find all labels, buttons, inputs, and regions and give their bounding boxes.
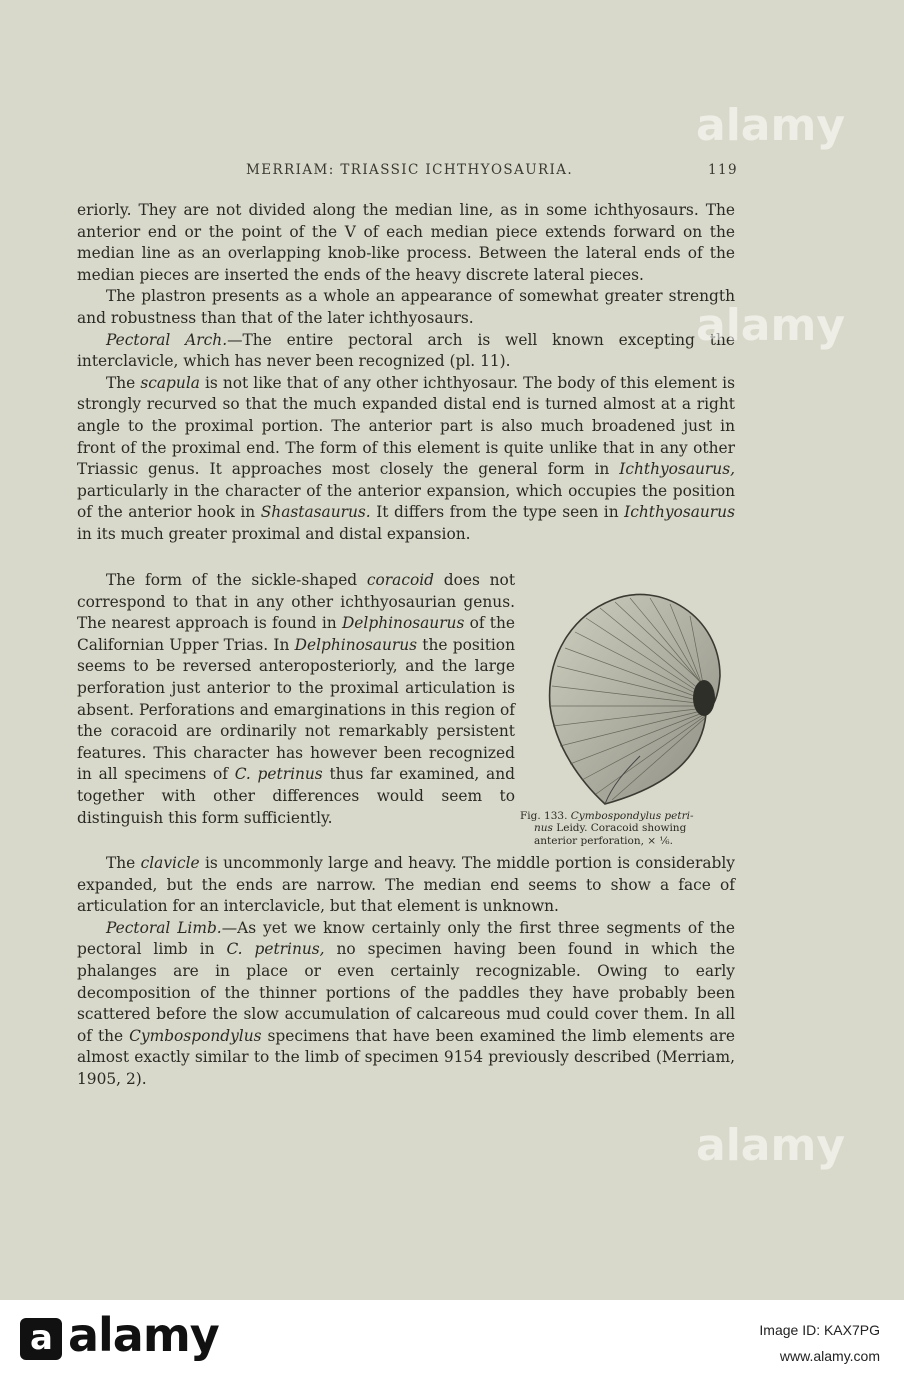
paragraph-plastron-strength: The plastron presents as a whole an appearance of somewhat greater strength and robustness than that of the later ichthyosaurs. (77, 287, 735, 327)
page-number: 119 (708, 162, 738, 178)
watermark-bar (0, 1300, 904, 1390)
coracoid-illustration (520, 586, 745, 816)
alamy-a-icon: a (20, 1318, 62, 1360)
paragraph-pectoral-arch: Pectoral Arch.—The entire pectoral arch is well known excepting the interclavicle, which has never been recognized (pl. 11). (77, 330, 735, 371)
term-coracoid: coracoid (366, 571, 435, 589)
body-text-coracoid (77, 570, 515, 829)
paragraph-clavicle: The clavicle is uncommonly large and heavy. The middle portion is considerably expanded, but the ends are narrow. The median end seems to show a face of articulation for an interclavicle, but that element is unknown. (77, 854, 735, 916)
coracoid-figure (520, 586, 745, 846)
watermark-overlay: alamy (696, 300, 845, 351)
body-text-top (77, 200, 735, 546)
alamy-url: www.alamy.com (779, 1348, 880, 1364)
perforation (693, 680, 715, 716)
watermark-overlay: alamy (696, 100, 845, 151)
paragraph-pectoral-limb: Pectoral Limb.—As yet we know certainly only the first three segments of the pectoral limb in C. petrinus, no specimen having been found in which the phalanges are in place or even certainly recognizable. Owing to early decomposition of the thinner portions of the paddles they have probably been scattered before the slow accumulation of calcareous mud could cover them. In all of the Cymbospondylus specimens that have been examined the limb elements are almost exactly similar to the limb of specimen 9154 previously described (Merriam, 1905, 2). (77, 918, 735, 1088)
figure-caption: Fig. 133. Cymbospondylus petri- nus Leidy. Coracoid showing anterior perforation, × ⅙. (520, 810, 694, 847)
alamy-logo: a alamy (20, 1308, 219, 1362)
term-clavicle: clavicle (140, 854, 200, 872)
heading-pectoral-limb: Pectoral Limb. (106, 918, 222, 937)
paragraph-scapula: The scapula is not like that of any other ichthyosaur. The body of this element is strongly recurved so that the much expanded distal end is turned almost at a right angle to the proximal portion. The anterior part is also much broadened just in front of the proximal end. The form of this element is quite unlike that in any other Triassic genus. It approaches most closely the general form in Ichthyosaurus, particularly in the character of the anterior expansion, which occupies the position of the anterior hook in Shastasaurus. It differs from the type seen in Ichthyosaurus in its much greater proximal and distal expansion. (77, 373, 735, 543)
heading-pectoral-arch: Pectoral Arch. (106, 330, 228, 349)
running-head: MERRIAM: TRIASSIC ICHTHYOSAURIA. (246, 162, 574, 178)
paragraph-coracoid: The form of the sickle-shaped coracoid does not correspond to that in any other ichthyosaurian genus. The nearest approach is found in Delphinosaurus of the Californian Upper Trias. In Delphinosaurus the position seems to be reversed anteroposteriorly, and the large perforation just anterior to the proximal articulation is absent. Perforations and emarginations in this region of the coracoid are ordinarily not remarkably persistent features. This character has however been recognized in all specimens of C. petrinus thus far examined, and together with other differences would seem to distinguish this form sufficiently. (77, 571, 516, 827)
term-scapula: scapula (140, 373, 200, 392)
body-text-bottom (77, 853, 735, 1091)
watermark-overlay: alamy (696, 1120, 845, 1171)
paragraph-plastron-end: eriorly. They are not divided along the median line, as in some ichthyosaurs. The anterior end or the point of the V of each median piece extends forward on the median line as an overlapping knob-like process. Between the lateral ends of the median pieces are inserted the ends of the heavy discrete lateral pieces. (77, 201, 735, 284)
image-id: Image ID: KAX7PG (759, 1322, 880, 1338)
page-header (0, 158, 904, 182)
